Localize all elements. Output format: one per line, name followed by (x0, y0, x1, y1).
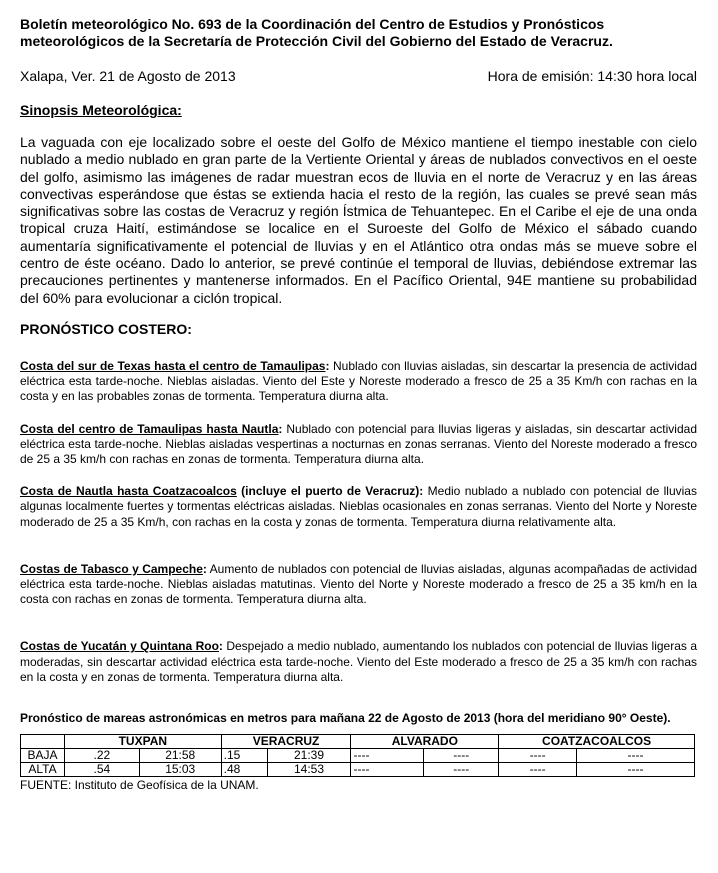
place-date: Xalapa, Ver. 21 de Agosto de 2013 (20, 68, 236, 84)
coast-name-suffix: : (325, 358, 330, 373)
tides-header-row (21, 735, 695, 749)
tide-cell: 14:53 (267, 763, 351, 777)
emission-time: Hora de emisión: 14:30 hora local (487, 68, 697, 84)
data-source: FUENTE: Instituto de Geofísica de la UNAM. (20, 778, 259, 793)
coast-name: Costas de Tabasco y Campeche (20, 561, 203, 576)
tide-type-label: BAJA (21, 749, 65, 763)
station-header: ALVARADO (351, 735, 499, 749)
coast-name: Costas de Yucatán y Quintana Roo (20, 639, 219, 654)
title-line-1: Boletín meteorológico No. 693 de la Coordinación del Centro de Estudios y Pronósticos (20, 16, 605, 32)
tides-title: Pronóstico de mareas astronómicas en metros para mañana 22 de Agosto de 2013 (hora del meridiano 90° Oeste). (20, 711, 671, 726)
tide-cell: .22 (64, 749, 139, 763)
coast-name: Costa del centro de Tamaulipas hasta Nautla (20, 421, 279, 436)
coast-text: Aumento de nublados con potencial de lluvias aisladas, algunas acompañadas de actividad eléctrica esta tarde-noche. Nieblas aisladas matutinas. Viento del Norte y Noreste moderado a fresco de 25 a 35 km/h en la costa con rachas en zonas de tormenta. Temperatura diurna alta. (20, 561, 698, 607)
coast-name: Costa del sur de Texas hasta el centro de Tamaulipas (20, 358, 326, 373)
tide-cell: .15 (221, 749, 267, 763)
tide-type-label: ALTA (21, 763, 65, 777)
tide-cell: .54 (64, 763, 139, 777)
station-header: VERACRUZ (221, 735, 351, 749)
tides-row-alta (21, 763, 695, 777)
coast-forecast-texas-tamaulipas (20, 359, 697, 405)
coast-name-suffix: : (278, 421, 283, 436)
coast-name-suffix: : (218, 639, 223, 654)
coastal-forecast-heading: PRONÓSTICO COSTERO: (20, 320, 192, 337)
coast-text: Nublado con lluvias aisladas, sin descartar la presencia de actividad eléctrica esta tarde-noche. Nieblas aisladas. Viento del Este y Noreste moderado a fresco de 25 a 35 Km/h con rachas en la costa y en las probables zonas de tormenta. Temperatura diurna alta. (20, 358, 697, 404)
tide-cell: ---- (499, 749, 577, 763)
coast-text: Despejado a medio nublado, aumentando los nublados con potencial de lluvias ligeras a moderadas, sin descartar actividad eléctrica esta tarde-noche. Viento del Este moderado a fresco de 25 a 35 km/h con rachas en la costa y en zonas de tormenta. Temperatura diurna alta. (20, 639, 697, 684)
coast-forecast-nautla-coatzacoalcos (20, 484, 697, 530)
tide-cell: ---- (577, 749, 695, 763)
synopsis-heading: Sinopsis Meteorológica: (20, 102, 182, 118)
tide-cell: ---- (424, 749, 499, 763)
tide-cell: 15:03 (139, 763, 221, 777)
coast-name-suffix: (incluye el puerto de Veracruz): (236, 484, 424, 499)
tide-cell: ---- (577, 763, 695, 777)
bulletin-meta (20, 68, 697, 85)
tide-cell: ---- (499, 763, 577, 777)
coast-forecast-yucatan-quintana-roo (20, 639, 697, 685)
tide-cell: ---- (424, 763, 499, 777)
coast-forecast-tamaulipas-nautla (20, 422, 697, 468)
bulletin-title (20, 16, 697, 50)
station-header: COATZACOALCOS (499, 735, 695, 749)
tides-header-corner (21, 735, 65, 749)
tide-cell: .48 (221, 763, 267, 777)
coast-name-suffix: : (202, 561, 207, 576)
tide-cell: ---- (351, 749, 424, 763)
coast-text: Medio nublado a nublado con potencial de lluvias algunas localmente fuertes y tormentas eléctricas aisladas. Nieblas ocasionales en zonas serranas. Viento del Norte y Noreste moderado de 25 a 35 Km/h, con rachas en la costa y zonas de tormenta. Temperatura diurna relativamente alta. (20, 484, 697, 529)
tides-row-baja (21, 749, 695, 763)
synopsis-text: La vaguada con eje localizado sobre el oeste del Golfo de México mantiene el tiempo inestable con cielo nublado a medio nublado en gran parte de la Vertiente Oriental y áreas de nublados convectivos en el oeste del golfo, asimismo las imágenes de radar muestran ecos de lluvia en el norte de Veracruz y en las áreas convectivas esperándose que éstas se extienda hacia el resto de la región, las cuales se prevé sean más significativas sobre las costas de Veracruz y región Ístmica de Tehuantepec. En el Caribe el eje de una onda tropical cruza Haití, estimándose se localice en el Suroeste del Golfo de México el sábado cuando aumentaría significativamente el potencial de lluvias y en el Atlántico otra ondas más se mueve sobre el centro de éste océano. Dado lo anterior, se prevé continúe el temporal de lluvias, debiéndose extremar las precauciones pertinentes y mantenerse informados. En el Pacífico Oriental, 94E mantiene su probabilidad del 60% para evolucionar a ciclón tropical. (20, 134, 697, 306)
tide-cell: 21:58 (139, 749, 221, 763)
bulletin-page (20, 16, 697, 792)
coast-name: Costa de Nautla hasta Coatzacoalcos (20, 484, 237, 499)
coast-text: Nublado con potencial para lluvias ligeras y aisladas, sin descartar actividad eléctrica esta tarde-noche. Nieblas aisladas vespertinas a nocturnas en zonas serranas. Viento del Noreste moderado a fresco de 25 a 35 km/h con rachas en zonas de tormenta. Temperatura diurna alta. (20, 421, 697, 466)
tide-cell: ---- (351, 763, 424, 777)
coast-forecast-tabasco-campeche (20, 562, 697, 608)
tide-cell: 21:39 (267, 749, 351, 763)
title-line-2: meteorológicos de la Secretaría de Protección Civil del Gobierno del Estado de Veracruz. (20, 33, 613, 49)
station-header: TUXPAN (64, 735, 221, 749)
tides-table (20, 734, 695, 777)
